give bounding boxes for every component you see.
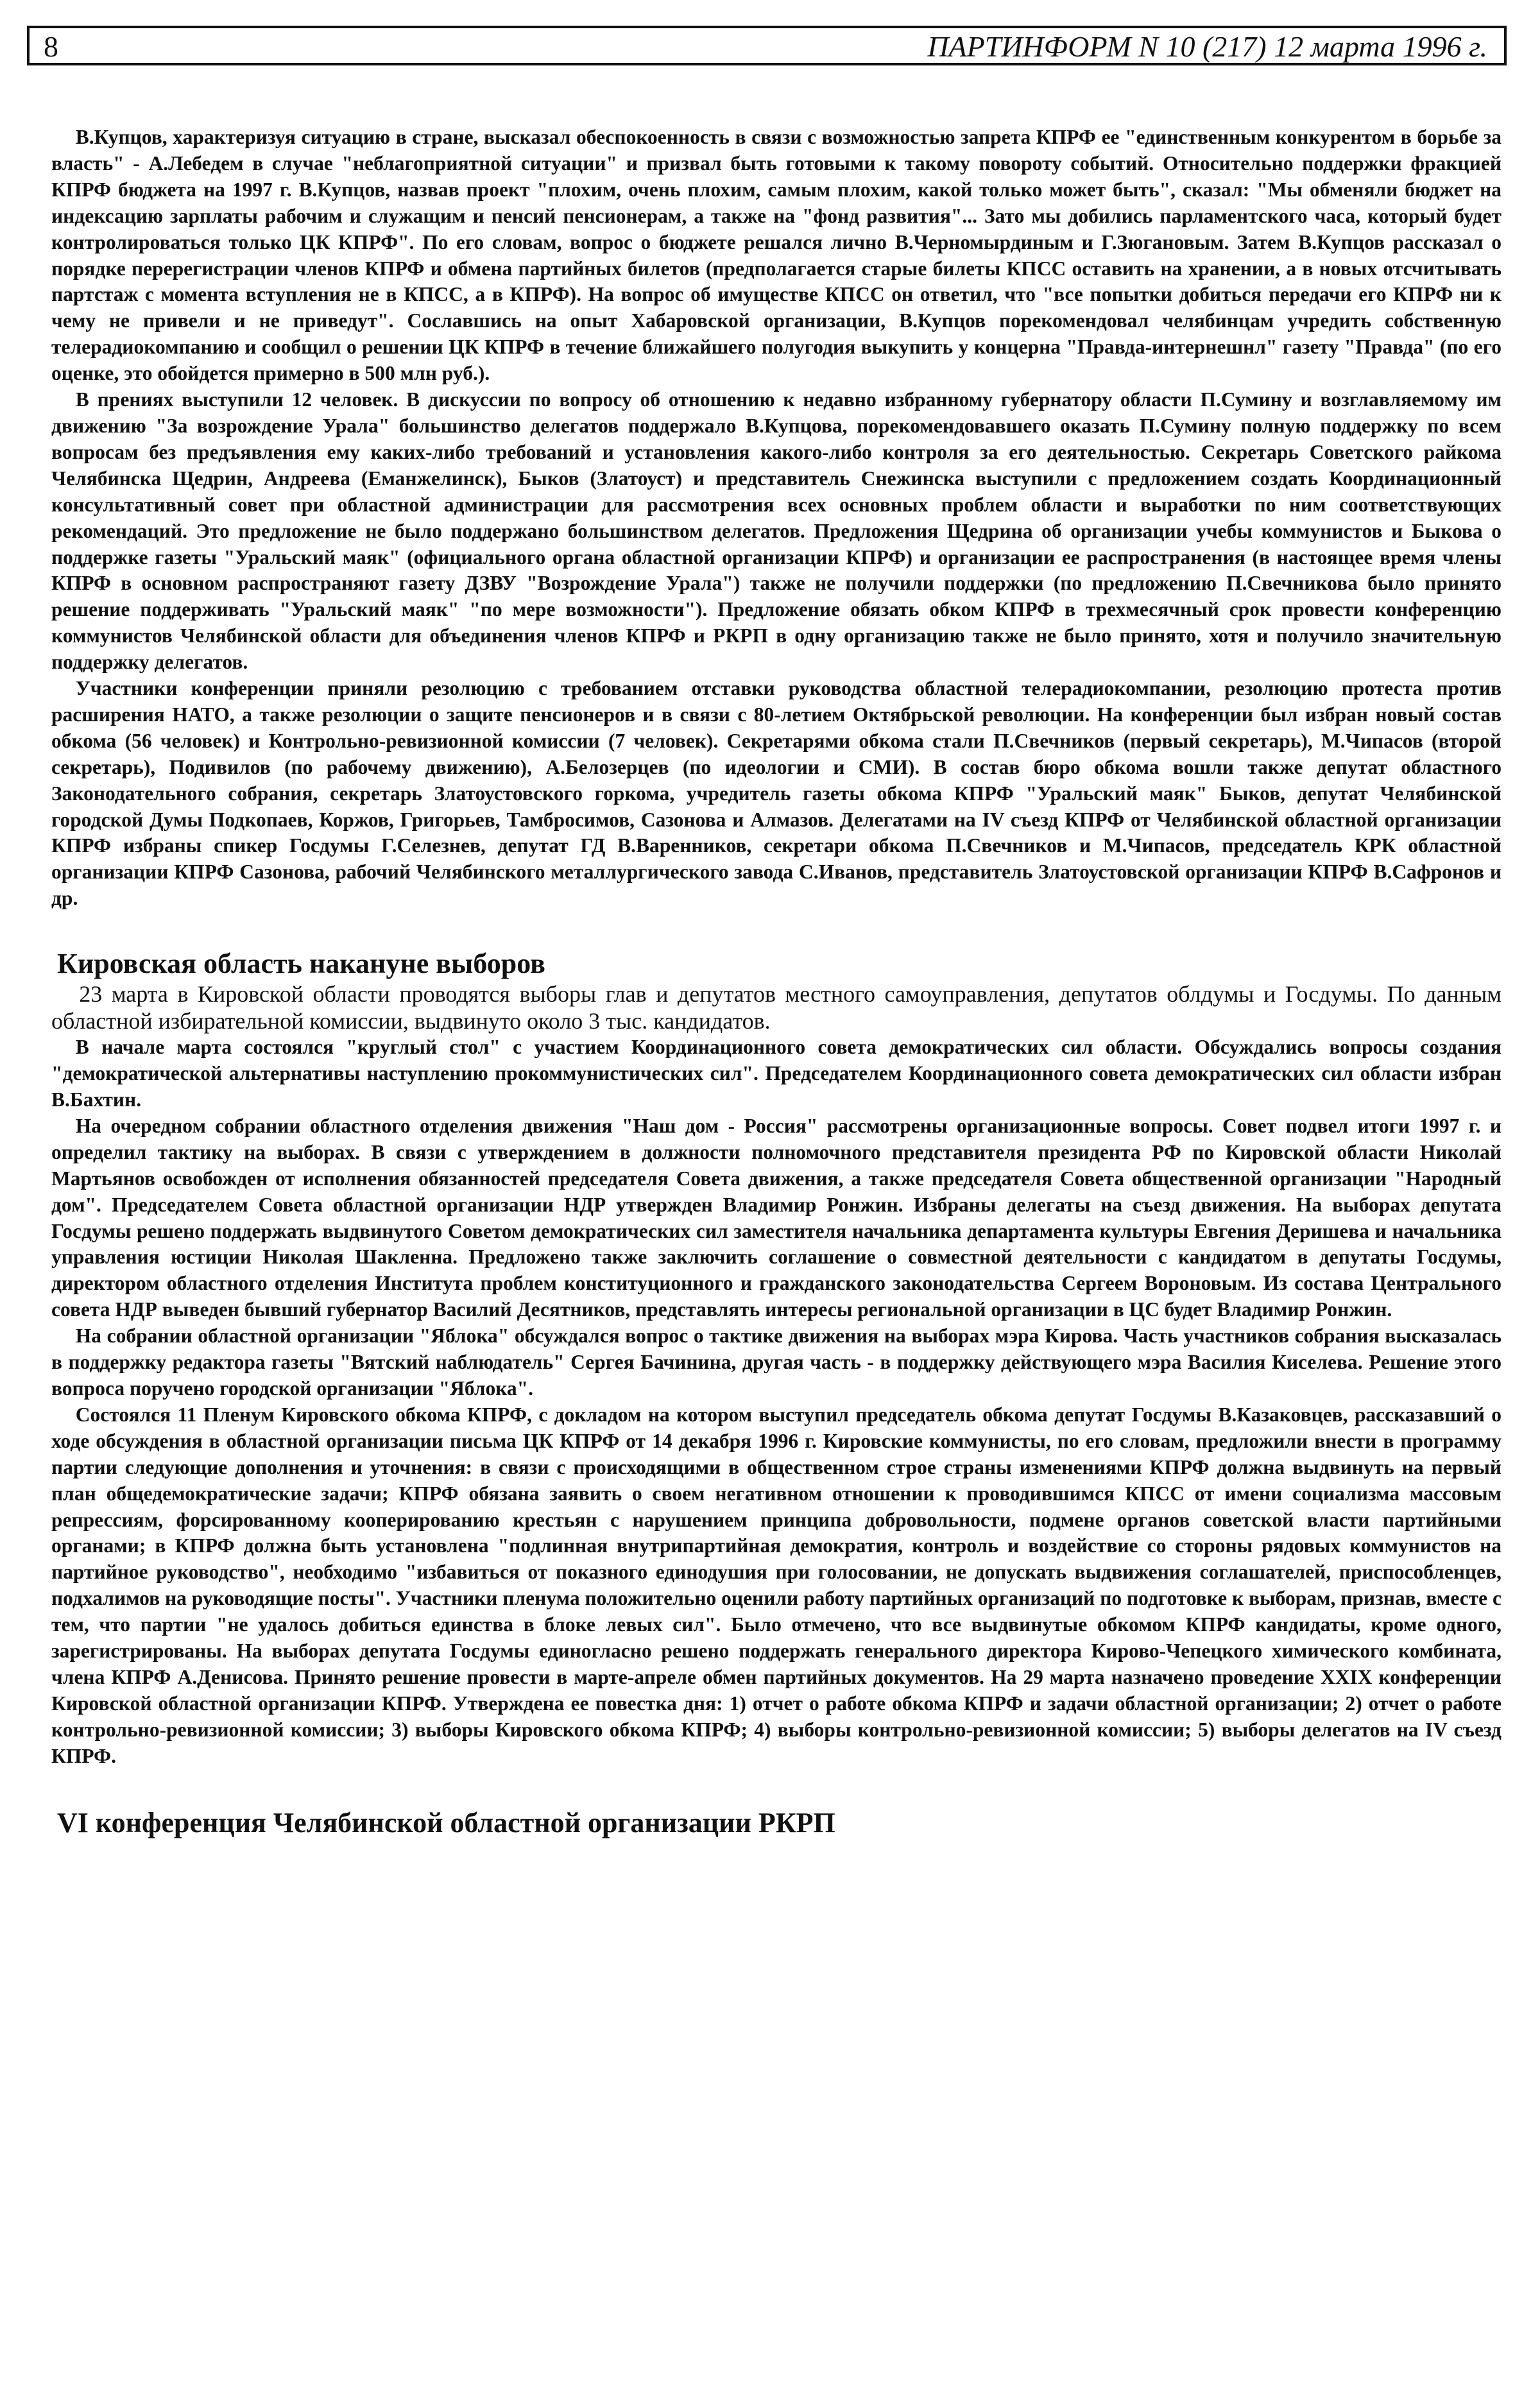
article-paragraph: В прениях выступили 12 человек. В дискуссии по вопросу об отношению к недавно избранному губернатору области П.Сумину и возглавляемому им движению "За возрождение Урала" большинство делегатов поддержало В.Купцова, порекомендовавшего оказать П.Сумину полную поддержку по всем вопросам без предъявления ему каких-либо требований и установления какого-либо контроля за его деятельностью. Секретарь Советского райкома Челябинска Щедрин, Андреева (Еманжелинск), Быков (Златоуст) и представитель Снежинска выступили с предложением создать Координационный консультативный совет при областной администрации для рассмотрения всех основных проблем области и выработки по ним соответствующих рекомендаций. Это предложение не было поддержано большинством делегатов. Предложения Щедрина об организации учебы коммунистов и Быкова о поддержке газеты "Уральский маяк" (официального органа областной организации КПРФ) и организации ее распространения (в настоящее время члены КПРФ в основном распространяют газету ДЗВУ "Возрождение Урала") также не получили поддержки (по предложению П.Свечникова было принято решение поддерживать "Уральский маяк" "по мере возможности"). Предложение обязать обком КПРФ в трехмесячный срок провести конференцию коммунистов Челябинской области для объединения членов КПРФ и РКРП в одну организацию также не было принято, хотя и получило значительную поддержку делегатов. [51,388,1502,674]
page-number: 8 [44,30,58,63]
section-lead: 23 марта в Кировской области проводятся выборы глав и депутатов местного самоуправления, депутатов облдумы и Госдумы. По данным областной избирательной комиссии, выдвинуто около 3 тыс. кандидатов. [51,981,1502,1034]
page-header [27,26,1507,65]
article-paragraph: Состоялся 11 Пленум Кировского обкома КПРФ, с докладом на котором выступил председатель обкома депутат Госдумы В.Казаковцев, рассказавший о ходе обсуждения в областной организации письма ЦК КПРФ от 14 декабря 1996 г. Кировские коммунисты, по его словам, предложили внести в программу партии следующие дополнения и уточнения: в связи с происходящими в общественном строе страны изменениями КПРФ должна выдвинуть на первый план общедемократические задачи; КПРФ обязана заявить о своем негативном отношении к проводившимся КПСС от имени социализма массовым репрессиям, форсированному кооперированию крестьян с нарушением принципа добровольности, подмене органов советской власти партийными органами; в КПРФ должна быть установлена "подлинная внутрипартийная демократия, контроль и воздействие со стороны рядовых коммунистов на партийное руководство", необходимо "избавиться от показного единодушия при голосовании, не допускать выдвижения соглашателей, приспособленцев, подхалимов на руководящие посты". Участники пленума положительно оценили работу партийных организаций по подготовке к выборам, признав, вместе с тем, что партии "не удалось добиться единства в блоке левых сил". Было отмечено, что все выдвинутые обкомом КПРФ кандидаты, кроме одного, зарегистрированы. На выборах депутата Госдумы единогласно решено поддержать генерального директора Кирово-Чепецкого химического комбината, члена КПРФ А.Денисова. Принято решение провести в марте-апреле обмен партийных документов. На 29 марта назначено проведение XXIX конференции Кировской областной организации КПРФ. Утверждена ее повестка дня: 1) отчет о работе обкома КПРФ и задачи областной организации; 2) отчет о работе контрольно-ревизионной комиссии; 3) выборы Кировского обкома КПРФ; 4) выборы контрольно-ревизионной комиссии; 5) выборы делегатов на IV съезд КПРФ. [51,1403,1502,1767]
section-heading-rkrp: VI конференция Челябинской областной организации РКРП [57,1806,835,1838]
section-heading-kirov: Кировская область накануне выборов [57,948,545,980]
article-paragraph: В.Купцов, характеризуя ситуацию в стране, высказал обеспокоенность в связи с возможностью запрета КПРФ ее "единственным конкурентом в борьбе за власть" - А.Лебедем в случае "неблагоприятной ситуации" и призвал быть готовыми к такому повороту событий. Относительно поддержки фракцией КПРФ бюджета на 1997 г. В.Купцов, назвав проект "плохим, очень плохим, самым плохим, какой только может быть", сказал: "Мы обменяли бюджет на индексацию зарплаты рабочим и служащим и пенсий пенсионерам, а также на "фонд развития"... Зато мы добились парламентского часа, который будет контролироваться только ЦК КПРФ". По его словам, вопрос о бюджете решался лично В.Черномырдиным и Г.Зюгановым. Затем В.Купцов рассказал о порядке перерегистрации членов КПРФ и обмена партийных билетов (предполагается старые билеты КПСС оставить на хранении, а в новых отсчитывать партстаж с момента вступления не в КПСС, а в КПРФ). На вопрос об имуществе КПСС он ответил, что "все попытки добиться передачи его КПРФ ни к чему не привели и не приведут". Сославшись на опыт Хабаровской организации, В.Купцов порекомендовал челябинцам учредить собственную телерадиокомпанию и сообщил о решении ЦК КПРФ в течение ближайшего полугодия выкупить у концерна "Правда-интернешнл" газету "Правда" (по его оценке, это обойдется примерно в 500 млн руб.). [51,126,1502,385]
article-paragraph: Участники конференции приняли резолюцию с требованием отставки руководства областной телерадиокомпании, резолюцию протеста против расширения НАТО, а также резолюции о защите пенсионеров и в связи с 80-летием Октябрьской революции. На конференции был избран новый состав обкома (56 человек) и Контрольно-ревизионной комиссии (7 человек). Секретарями обкома стали П.Свечников (первый секретарь), М.Чипасов (второй секретарь), Подивилов (по рабочему движению), А.Белозерцев (по идеологии и СМИ). В состав бюро обкома вошли также депутат областного Законодательного собрания, секретарь Златоустовского горкома, учредитель газеты обкома КПРФ "Уральский маяк" Быков, депутат Челябинской городской Думы Подкопаев, Коржов, Григорьев, Тамбросимов, Сазонова и Алмазов. Делегатами на IV съезд КПРФ от Челябинской областной организации КПРФ избраны спикер Госдумы Г.Селезнев, депутат ГД В.Варенников, секретари обкома П.Свечников и М.Чипасов, председатель КРК областной организации КПРФ Сазонова, рабочий Челябинского металлургического завода С.Иванов, представитель Златоустовской организации КПРФ В.Сафронов и др. [51,677,1502,910]
article-paragraph: На собрании областной организации "Яблока" обсуждался вопрос о тактике движения на выборах мэра Кирова. Часть участников собрания высказалась в поддержку редактора газеты "Вятский наблюдатель" Сергея Бачинина, другая часть - в поддержку действующего мэра Василия Киселева. Решение этого вопроса поручено городской организации "Яблока". [51,1324,1502,1400]
article-paragraph: На очередном собрании областного отделения движения "Наш дом - Россия" рассмотрены организационные вопросы. Совет подвел итоги 1997 г. и определил тактику на выборах. В связи с утверждением в должности полномочного представителя президента РФ по Кировской области Николай Мартьянов освобожден от исполнения обязанностей председателя Совета движения, а также председателя Совета общественной организации "Народный дом". Председателем Совета областной организации НДР утвержден Владимир Ронжин. Избраны делегаты на съезд движения. На выборах депутата Госдумы решено поддержать выдвинутого Советом демократических сил заместителя начальника департамента культуры Евгения Деришева и начальника управления юстиции Николая Шакленна. Предложено также заключить соглашение о совместной деятельности с кандидатом в депутаты Госдумы, директором областного отделения Института проблем конституционного и гражданского законодательства Сергеем Вороновым. Из состава Центрального совета НДР выведен бывший губернатор Василий Десятников, представлять интересы региональной организации в ЦС будет Владимир Ронжин. [51,1114,1502,1321]
article-content [51,124,1502,1840]
publication-title: ПАРТИНФОРМ N 10 (217) 12 марта 1996 г. [927,30,1487,63]
article-paragraph: В начале марта состоялся "круглый стол" с участием Координационного совета демократических сил области. Обсуждались вопросы создания "демократической альтернативы наступлению прокоммунистических сил". Председателем Координационного совета демократических сил области избран В.Бахтин. [51,1036,1502,1111]
